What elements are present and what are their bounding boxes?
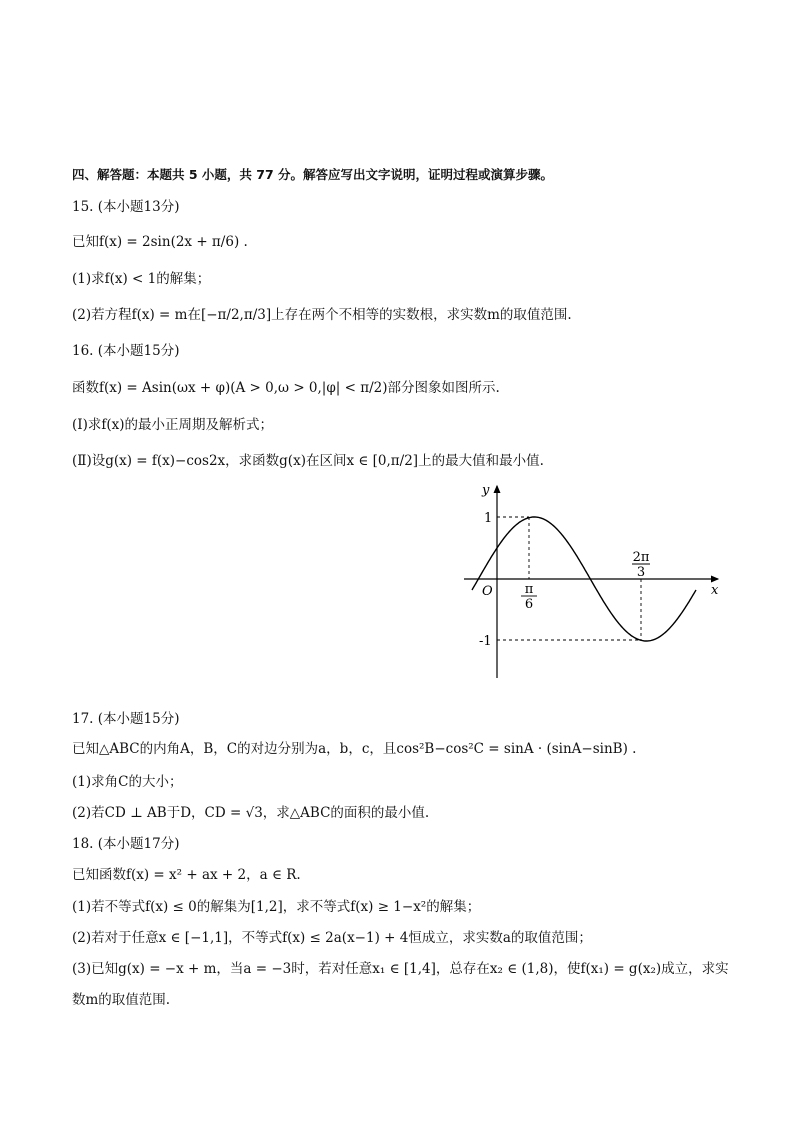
q16-part2: (Ⅱ)设g(x) = f(x)−cos2x，求函数g(x)在区间x ∈ [0,π/2]上的最大值和最小值. bbox=[72, 453, 544, 469]
q18-part1: (1)若不等式f(x) ≤ 0的解集为[1,2]，求不等式f(x) ≥ 1−x²的解集； bbox=[72, 899, 481, 915]
q16-part1: (Ⅰ)求f(x)的最小正周期及解析式； bbox=[72, 417, 274, 433]
q16-stem: 函数f(x) = Asin(ωx + φ)(A > 0,ω > 0,|φ| < π/2)部分图象如图所示. bbox=[72, 380, 500, 396]
q15-part1: (1)求f(x) < 1的解集； bbox=[72, 271, 211, 287]
q16-title: 16. (本小题15分) bbox=[72, 343, 180, 359]
q17-stem: 已知△ABC的内角A，B，C的对边分别为a，b，c，且cos²B−cos²C = sinA · (sinA−sinB) . bbox=[72, 741, 637, 757]
x-tick2-numerator: 2π bbox=[632, 550, 650, 565]
sine-graph bbox=[460, 478, 730, 683]
q17-title: 17. (本小题15分) bbox=[72, 711, 180, 727]
y-axis-label: y bbox=[482, 483, 490, 498]
x-tick2-denominator: 3 bbox=[636, 565, 646, 580]
q15-title: 15. (本小题13分) bbox=[72, 199, 180, 215]
x-tick1-denominator: 6 bbox=[524, 597, 534, 612]
q18-stem: 已知函数f(x) = x² + ax + 2，a ∈ R. bbox=[72, 867, 301, 883]
section-header: 四、解答题：本题共 5 小题，共 77 分。解答应写出文字说明，证明过程或演算步骤。 bbox=[72, 167, 554, 182]
y-tick-label-bottom: -1 bbox=[479, 634, 492, 649]
x-tick1-numerator: π bbox=[524, 582, 534, 597]
x-axis-label: x bbox=[711, 583, 719, 598]
q18-title: 18. (本小题17分) bbox=[72, 836, 180, 852]
q17-part2: (2)若CD ⊥ AB于D，CD = √3，求△ABC的面积的最小值. bbox=[72, 805, 430, 821]
q18-part3-line2: 数m的取值范围. bbox=[72, 992, 171, 1008]
q18-part2: (2)若对于任意x ∈ [−1,1]，不等式f(x) ≤ 2a(x−1) + 4恒成立，求实数a的取值范围； bbox=[72, 930, 592, 946]
q15-stem: 已知f(x) = 2sin(2x + π/6) . bbox=[72, 234, 248, 250]
y-tick-label-top: 1 bbox=[484, 511, 493, 526]
origin-label: O bbox=[482, 584, 493, 599]
q15-part2: (2)若方程f(x) = m在[−π/2,π/3]上存在两个不相等的实数根，求实数m的取值范围. bbox=[72, 307, 572, 323]
q17-part1: (1)求角C的大小； bbox=[72, 774, 183, 790]
q18-part3-line1: (3)已知g(x) = −x + m，当a = −3时，若对任意x₁ ∈ [1,4]，总存在x₂ ∈ (1,8)，使f(x₁) = g(x₂)成立，求实 bbox=[72, 961, 729, 977]
